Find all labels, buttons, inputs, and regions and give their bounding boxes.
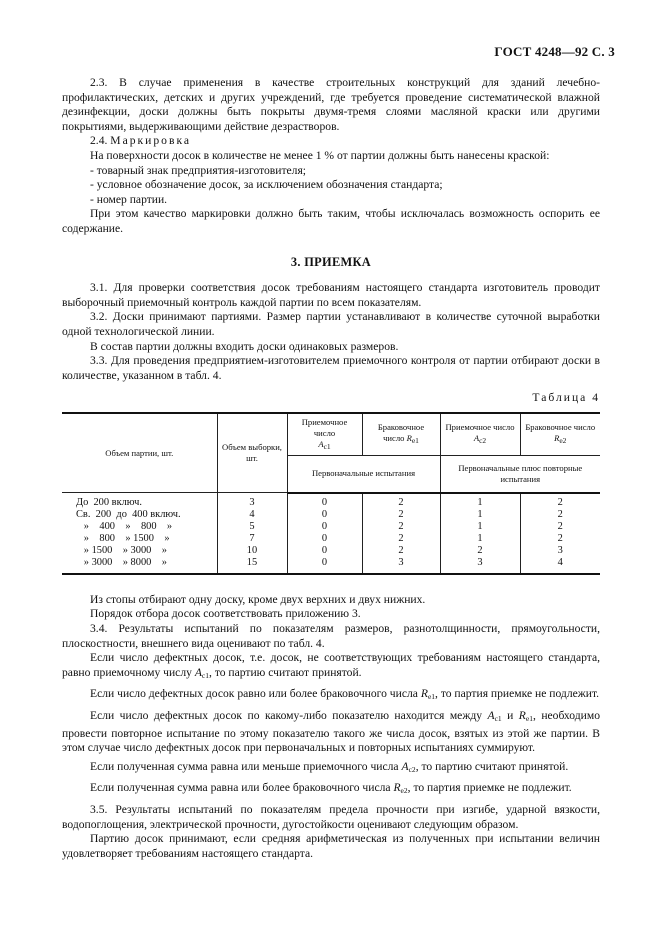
paragraph-3-1: 3.1. Для проверки соответствия досок требованиям настоящего стандарта изготовитель проводит выборочный приемочный контроль каждой партии по всем показателям. [62,281,600,309]
table-row: » 800 » 1500 » 7 0 2 1 2 [62,533,600,545]
marking-item: - условное обозначение досок, за исключением обозначения стандарта; [90,178,443,192]
marking-item: - товарный знак предприятия-изготовителя; [90,163,307,177]
paragraph-defect-retest: Если число дефектных досок по какому-либо показателю находится между $A_{c1}$ и $R_{e1}$, необходимо провести повторное испытание по этому показателю такого же числа досок, взятых из этой же партии. В этом случае число дефектных досок при первоначальных и повторных испытаниях суммируют. [62,709,600,755]
table-row: » 1500 » 3000 » 10 0 2 2 3 [62,545,600,557]
header-rejection-1: Браковочное число Re1 [362,413,440,456]
paragraph-2-4-heading [62,134,600,149]
paragraph-sum-reject: Если полученная сумма равна или более браковочного числа $R_{e2}$, то партия приемке не подлежит. [90,781,572,796]
paragraph-marking-quality: При этом качество маркировки должно быть таким, чтобы исключалась возможность оспорить ее содержание. [62,207,600,235]
paragraph-stack: Из стопы отбирают одну доску, кроме двух верхних и двух нижних. [90,592,426,606]
page-header: ГОСТ 4248—92 С. 3 [494,44,615,59]
paragraph-2-4-number: 2.4. [90,134,108,148]
paragraph-order: Порядок отбора досок соответствовать приложению 3. [90,607,361,621]
header-initial-tests: Первоначальные испытания [287,455,440,493]
paragraph-sum-accept: Если полученная сумма равна или меньше приемочного числа $A_{c2}$, то партию считают принятой. [90,759,569,774]
header-rejection-2: Браковочное число Re2 [520,413,600,456]
paragraph-2-3: 2.3. В случае применения в качестве строительных конструкций для зданий лечебно-профилактических, детских и других учреждений, где требуется проведение систематической влажной дезинфекции, доски должны быть покрыты двумя-тремя слоями масляной краски или другими покрытиями, выдерживающими действие дезрастворов. [62,76,600,133]
section-3-title: 3. ПРИЕМКА [290,254,372,269]
spacer [62,575,600,593]
header-sample-size: Объем выборки, шт. [217,413,287,493]
paragraph-3-2: 3.2. Доски принимают партиями. Размер партии устанавливают в количестве суточной выработки одной технологической линии. [62,310,600,338]
paragraph-3-3: 3.3. Для проведения предприятием-изготовителем приемочного контроля от партии отбирают доски в количестве, указанном в табл. 4. [62,354,600,382]
header-lot-size: Объем партии, шт. [62,413,217,493]
sampling-table [62,412,600,575]
header-acceptance-1: Приемочное число Ac1 [287,413,362,456]
header-initial-plus-repeat: Первоначальные плюс повторные испытания [440,455,600,493]
marking-heading: Маркировка [110,134,192,148]
marking-item: - номер партии. [90,192,168,206]
table-row: » 400 » 800 » 5 0 2 1 2 [62,521,600,533]
paragraph-final: Партию досок принимают, если средняя арифметическая из полученных при испытании величин удовлетворяет требованиям настоящего стандарта. [62,832,600,860]
paragraph-3-5: 3.5. Результаты испытаний по показателям предела прочности при изгибе, ударной вязкости, водопоглощения, электрической прочности, дугостойкости оценивают следующим образом. [62,803,600,831]
table-caption: Таблица 4 [532,391,600,405]
document-body [62,76,600,861]
paragraph-3-4: 3.4. Результаты испытаний по показателям размеров, разнотолщинности, прямоугольности, плоскостности, внешнего вида оценивают по табл. 4. [62,622,600,650]
table-row: До 200 включ. 3 0 2 1 2 [62,493,600,509]
paragraph-defect-reject: Если число дефектных досок равно или более браковочного числа $R_{e1}$, то партия приемке не подлежит. [90,687,600,702]
paragraph-defect-accept: Если число дефектных досок, т.е. досок, не соответствующих требованиям настоящего стандарта, равно приемочному числу $A_{c1}$, то партию считают принятой. [62,651,600,680]
paragraph-2-4: На поверхности досок в количестве не менее 1 % от партии должны быть нанесены краской: [90,148,550,162]
header-acceptance-2: Приемочное число Ac2 [440,413,520,456]
table-row: » 3000 » 8000 » 15 0 3 3 4 [62,557,600,574]
table-row: Св. 200 до 400 включ. 4 0 2 1 2 [62,509,600,521]
paragraph-3-2b: В состав партии должны входить доски одинаковых размеров. [90,339,399,353]
